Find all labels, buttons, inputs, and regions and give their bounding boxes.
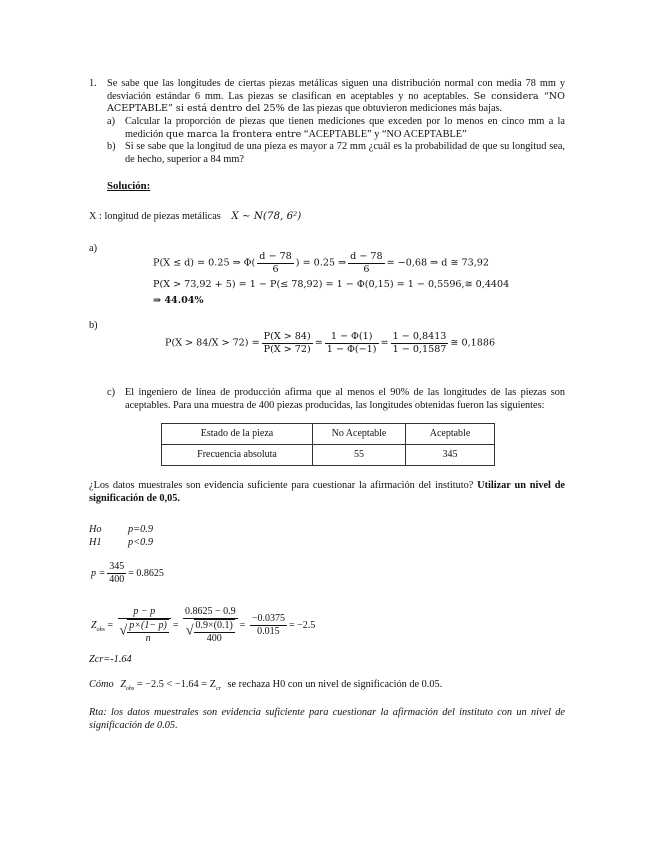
h1-value: p<0.9 [128, 537, 153, 548]
part-c-label: c) [107, 387, 115, 398]
solution-b-line: P(X > 84/X > 72) = $\frac{P(X > 84)}{P(X > 72)}$ = $\frac{1 - \Phi(1)}{1 - \Phi(-1)}$ = $\frac{1 - 0,8413}{1 - 0,1587}$ ≅ 0,1886 [165, 331, 496, 355]
z-f3-num: −0.0375 [250, 613, 287, 626]
z-f2-den: √ $\frac{0.9\times(0.1)}{400}$ [185, 620, 233, 645]
b-f2-den: 1 − Φ(−1) [326, 343, 377, 355]
frequency-table [161, 423, 495, 466]
z-f2-num: 0.8625 − 0.9 [183, 606, 238, 619]
b-f1-num: P(X > 84) [263, 331, 311, 342]
item-a-text [125, 116, 565, 141]
conclusion-expr: = −2.5 < −1.64 = Z [136, 679, 216, 690]
z-f1-num: p − p [118, 606, 171, 619]
problem-statement [107, 78, 565, 116]
solution-a-line1 [153, 251, 489, 275]
item-a-text-3: “ACEPTABLE” y “NO ACEPTABLE” [303, 128, 467, 140]
z-f3-den: 0.015 [257, 626, 280, 638]
item-a-text-1: Calcular la proporción de piezas que tienen mediciones que exceden por lo menos en cinco mm a la medición [125, 116, 565, 140]
b-lhs: P(X > 84/X > 72) = [165, 337, 260, 349]
part-c-text: El ingeniero de línea de producción afirma que al menos el 90% de las longitudes de las piezas son aceptables. Para una muestra de 400 piezas producidas, las longitudes obtenidas fueron las siguientes: [125, 387, 565, 411]
h0-label: Ho [89, 524, 102, 535]
z-f1-den-sqrt: p×(1− p) [127, 619, 169, 633]
p-hat-den: 400 [109, 574, 125, 586]
b-fraction-1 [262, 331, 313, 355]
z-critical: Zcr=-1.64 [89, 654, 132, 665]
conclusion-z-sub: obs [125, 686, 135, 693]
z-f1-den-n: n [145, 633, 151, 645]
b-f1-den: P(X > 72) [263, 343, 311, 355]
a-frac2-den: 6 [363, 263, 370, 275]
solution-a-line3: ⇒ 44.04% [153, 295, 204, 306]
item-a-label: a) [107, 116, 115, 127]
p-hat-lhs: p = [91, 567, 106, 579]
table-cell: Frecuencia absoluta [162, 445, 313, 466]
a-line1-part2: ) = 0.25 ⇒ [295, 257, 347, 269]
table-header-cell: No Aceptable [313, 424, 406, 445]
table-header-cell: Aceptable [406, 424, 495, 445]
table-cell: 55 [313, 445, 406, 466]
p-hat-fraction [107, 561, 126, 586]
h1-label: H1 [89, 537, 102, 548]
z-obs-fraction-2 [183, 606, 238, 646]
z-f1-den: √ $\frac{p\times(1- p)}{n}$ [119, 620, 167, 645]
item-b-label: b) [107, 141, 116, 152]
z-obs-equation: $Z_{obs}$ = p − p √ $\frac{p\times(1- p)}{n}$ = 0.8625 − 0.9 √ $\frac{0.9\times(0.1)}{400}$ = $\frac{-0.0375}{0.015}$ = −2.5 [91, 606, 316, 645]
a-line1-fraction2 [348, 251, 385, 275]
b-fraction-3 [391, 331, 449, 355]
p-hat-rhs: = 0.8625 [128, 567, 164, 579]
p-hat-equation [91, 561, 164, 586]
statement-text-2: Se considera “NO ACEPTABLE” si está dentro del 25% de l [107, 90, 565, 115]
final-answer: Rta: los datos muestrales son evidencia suficiente para cuestionar la afirmación del instituto con un nivel de significación de 0.05. [89, 707, 565, 731]
z-f2-den-sqrt: 0.9×(0.1) [194, 619, 235, 633]
b-fraction-2 [325, 331, 379, 355]
z-obs-fraction-3 [250, 613, 287, 638]
b-f2-num: 1 − Φ(1) [325, 331, 379, 344]
table-row [162, 445, 495, 466]
h0-value: p=0.9 [128, 524, 153, 535]
table-header-cell: Estado de la pieza [162, 424, 313, 445]
conclusion-cr-sub: cr [215, 686, 221, 693]
x-distribution: X ∼ N(78, 6²) [231, 210, 302, 222]
z-obs-fraction-1 [118, 606, 171, 646]
item-b-text: Si se sabe que la longitud de una pieza es mayor a 72 mm ¿cuál es la probabilidad de que su longitud sea, de hecho, superior a 84 mm? [125, 141, 565, 165]
table-cell: 345 [406, 445, 495, 466]
a-frac-num: d − 78 [259, 251, 292, 262]
item-a-text-2: que marca la frontera entre [165, 128, 302, 140]
conclusion-line [89, 679, 442, 693]
x-definition-text: X : longitud de piezas metálicas [89, 211, 221, 222]
question-bold: Utilizar un nivel de significación de 0,05. [89, 480, 566, 504]
a-frac-den: 6 [272, 263, 279, 275]
conclusion-como: Cómo [89, 679, 114, 690]
statement-text-3: as piezas que obtuvieron mediciones más bajas. [305, 103, 503, 115]
z-obs-sub: obs [96, 627, 105, 634]
solution-title: Solución: [107, 180, 151, 192]
x-definition [89, 210, 301, 224]
a-line1-part1: P(X ≤ d) = 0.25 ⇒ Φ( [153, 257, 256, 269]
solution-a-label: a) [89, 243, 97, 254]
a-line1-fraction [257, 251, 294, 275]
b-result: ≅ 0,1886 [450, 337, 496, 349]
a-line1-part3: = −0,68 ⇒ d ≅ 73,92 [386, 257, 490, 269]
z-obs-label: Z [91, 620, 97, 632]
b-f3-den: 1 − 0,1587 [392, 343, 447, 355]
table-header-row [162, 424, 495, 445]
z-f2-den-n: 400 [206, 633, 222, 645]
solution-b-label: b) [89, 320, 98, 331]
solution-a-line2: P(X > 73,92 + 5) = 1 − P(≤ 78,92) = 1 − Φ(0,15) = 1 − 0,5596,≅ 0,4404 [153, 279, 510, 290]
p-hat-num: 345 [107, 561, 126, 574]
z-obs-result: = −2.5 [288, 620, 316, 632]
conclusion-z: Z [120, 679, 126, 690]
question-text [89, 480, 565, 505]
question-main: ¿Los datos muestrales son evidencia suficiente para cuestionar la afirmación del instituto? [89, 480, 474, 491]
a-frac2-num: d − 78 [350, 251, 383, 262]
problem-number: 1. [89, 78, 97, 89]
statement-text-1: Se sabe que las longitudes de ciertas piezas metálicas siguen una distribución normal con media 78 mm y desviación estándar 6 mm. Las piezas se clasifican en aceptables y no aceptables. [107, 78, 565, 102]
conclusion-text: se rechaza H0 con un nivel de significación de 0.05. [227, 679, 443, 690]
b-f3-num: 1 − 0,8413 [392, 331, 447, 342]
